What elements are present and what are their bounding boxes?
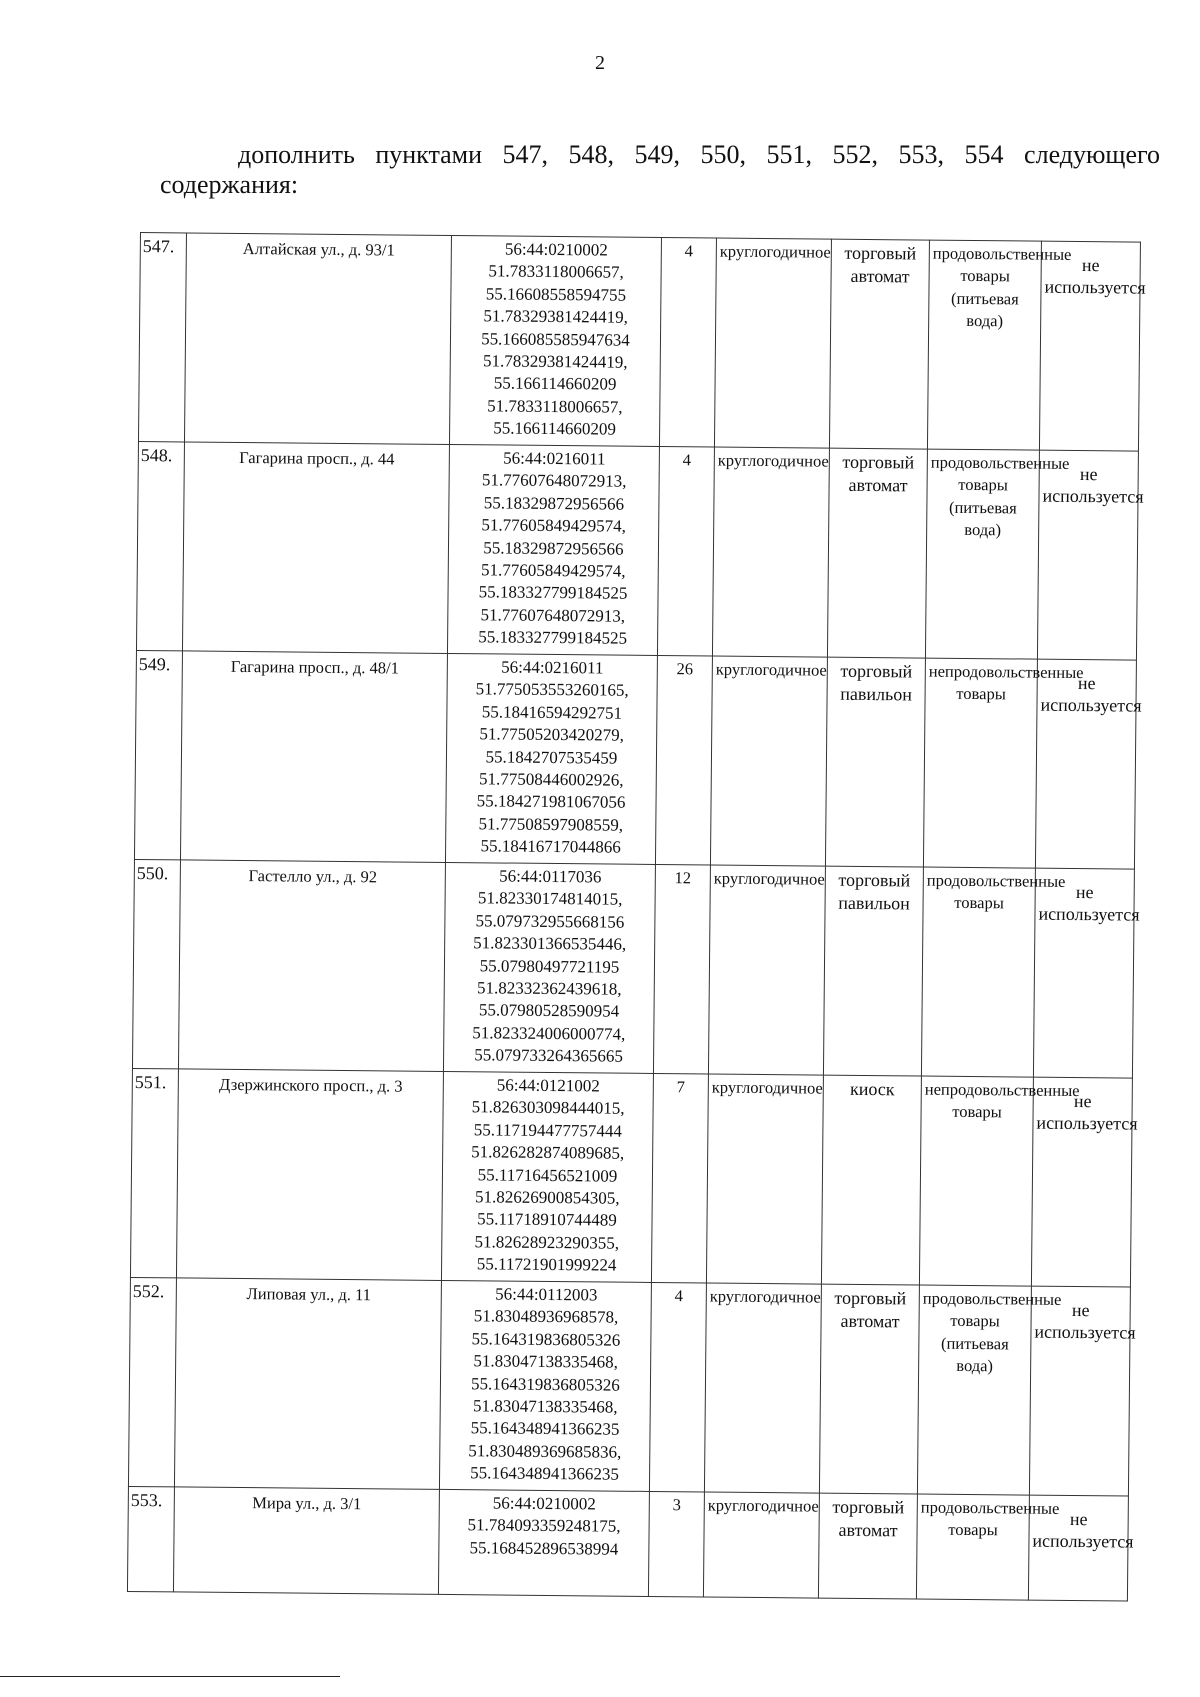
coordinate-line: 51.826282874089685, [471,1142,625,1163]
coordinate-line: 51.775053553260165, [475,679,629,701]
coordinate-line: 55.18329872956566 [483,537,624,559]
object-type-cell: торговый автомат [829,239,929,449]
row-number: 553. [127,1486,174,1591]
goods-cell: продовольственные товары (питьевая вода) [917,1285,1031,1495]
table-row [134,650,1136,869]
usage-cell: не используется [1028,1495,1128,1601]
coordinate-line: 55.183327799184525 [478,582,628,604]
coordinate-line: 55.079733264365665 [474,1045,624,1066]
coordinate-line: 51.7833118006657, [487,396,623,417]
coordinate-line: 55.18416594292751 [481,702,623,723]
coordinates-cell [438,1489,649,1596]
period-cell: круглогодичное [706,1074,823,1284]
coordinate-line: 51.77505203420279, [479,724,625,745]
period-cell: круглогодичное [710,656,827,866]
coordinate-line: 55.11716456521009 [477,1164,618,1186]
address-cell: Гагарина просп., д. 44 [182,442,449,654]
coordinates-cell [439,1280,651,1491]
coordinate-line: 51.77508597908559, [478,814,624,835]
coordinate-line: 56:44:0210002 [504,239,608,260]
object-type-cell: киоск [821,1075,921,1285]
area-cell: 4 [657,446,714,656]
address-cell: Дзержинского просп., д. 3 [176,1069,443,1281]
coordinate-line: 51.83047138335468, [473,1351,619,1372]
coordinate-line: 51.82330174814015, [477,888,623,910]
coordinate-line: 55.1842707535459 [485,746,618,768]
coordinates-cell [445,653,657,864]
area-cell: 12 [653,864,710,1074]
row-number: 552. [128,1277,176,1486]
usage-cell: не используется [1033,868,1134,1078]
coordinates-cell [443,862,655,1073]
coordinate-line: 55.11718910744489 [477,1209,617,1231]
goods-cell: непродовольственные товары [923,658,1037,868]
register-table [127,232,1146,1602]
area-cell: 4 [659,238,716,448]
row-number: 551. [130,1068,178,1277]
period-cell: круглогодичное [712,447,829,657]
coordinate-line: 55.166114660209 [493,373,617,395]
address-cell: Гагарина просп., д. 48/1 [180,651,447,863]
page-number: 2 [595,52,605,74]
coordinates-cell [441,1071,653,1282]
address-cell: Мира ул., д. 3/1 [173,1487,439,1595]
object-type-cell: торговый автомат [818,1493,917,1599]
row-number: 549. [134,650,182,859]
coordinate-line: 55.164348941366235 [470,1418,620,1440]
usage-cell: не используется [1037,450,1138,660]
coordinate-line: 55.18329872956566 [483,493,625,514]
coordinate-line: 55.164319836805326 [470,1373,620,1395]
register-table-wrapper [127,232,1146,1602]
coordinate-line: 56:44:0216011 [503,448,606,469]
coordinate-line: 55.166085585947634 [481,328,630,350]
address-cell: Гастелло ул., д. 92 [178,860,445,1072]
coordinate-line: 55.184271981067056 [476,791,626,813]
coordinate-line: 51.82332362439618, [476,978,622,999]
coordinate-line: 55.164319836805326 [471,1329,621,1350]
register-table-body [127,233,1146,1602]
row-number: 548. [136,441,184,650]
coordinate-line: 55.168452896538994 [469,1538,619,1559]
period-cell: круглогодичное [708,865,825,1075]
coordinate-line: 51.83048936968578, [473,1306,619,1328]
goods-cell: продовольственные товары [921,867,1035,1077]
object-type-cell: торговый автомат [819,1284,919,1494]
coordinate-line: 51.823324006000774, [472,1023,626,1044]
intro-paragraph [160,140,1160,200]
coordinates-cell [449,235,661,446]
coordinate-line: 56:44:0121002 [496,1075,600,1096]
coordinate-line: 56:44:0210002 [492,1493,596,1514]
goods-cell: продовольственные товары (питьевая вода) [925,449,1039,659]
row-number: 547. [138,233,186,442]
period-cell: круглогодичное [703,1492,819,1598]
usage-cell: не используется [1029,1286,1130,1496]
coordinate-line: 56:44:0117036 [499,866,602,887]
coordinate-line: 51.77607648072913, [481,470,627,492]
address-cell: Алтайская ул., д. 93/1 [184,233,451,445]
usage-cell: не используется [1039,241,1140,451]
coordinate-line: 55.183327799184525 [478,627,628,648]
footnote-separator [0,1676,340,1677]
table-row [127,1486,1128,1601]
coordinate-line: 55.16608558594755 [485,284,627,305]
address-cell: Липовая ул., д. 11 [174,1278,441,1490]
coordinates-cell [447,444,659,655]
coordinate-line: 51.82626900854305, [474,1187,620,1208]
coordinate-line: 56:44:0112003 [495,1284,598,1305]
coordinate-line: 55.117194477757444 [473,1120,623,1141]
row-number: 550. [132,859,180,1068]
goods-cell: продовольственные товары [916,1494,1029,1600]
coordinate-line: 51.77605849429574, [480,560,626,581]
object-type-cell: торговый автомат [827,448,927,658]
intro-line-2: содержания: [160,170,299,199]
table-row [138,233,1140,452]
area-cell: 26 [655,655,712,865]
table-row [130,1068,1132,1287]
coordinate-line: 55.166114660209 [493,418,617,439]
coordinate-line: 55.11721901999224 [476,1254,617,1275]
area-cell: 4 [649,1282,706,1492]
goods-cell: непродовольственные товары [919,1076,1033,1286]
coordinate-line: 51.826303098444015, [471,1097,625,1119]
coordinate-line: 51.7833118006657, [488,261,624,283]
coordinate-line: 51.77605849429574, [481,515,627,536]
coordinate-line: 51.78329381424419, [483,306,629,327]
intro-line-1: дополнить пунктами 547, 548, 549, 550, 551, 552, 553, 554 следующего [238,140,1160,169]
object-type-cell: торговый павильон [823,866,923,1076]
coordinate-line: 55.079732955668156 [475,911,625,932]
area-cell: 7 [651,1073,708,1283]
coordinate-line: 51.823301366535446, [473,933,627,954]
area-cell: 3 [648,1491,704,1597]
table-row [136,441,1138,660]
coordinate-line: 55.07980528590954 [478,1000,620,1022]
period-cell: круглогодичное [704,1283,821,1493]
coordinate-line: 55.07980497721195 [479,955,620,977]
coordinate-line: 51.77607648072913, [480,605,626,626]
coordinate-line: 51.83047138335468, [472,1396,618,1417]
coordinate-line: 56:44:0216011 [501,657,604,678]
table-row [128,1277,1130,1496]
coordinate-line: 51.77508446002926, [478,769,624,790]
coordinate-line: 55.18416717044866 [480,836,621,857]
goods-cell: продовольственные товары (питьевая вода) [927,240,1041,450]
coordinate-line: 51.784093359248175, [467,1515,621,1537]
period-cell: круглогодичное [714,238,831,448]
coordinate-line: 55.164348941366235 [470,1463,620,1484]
coordinate-line: 51.82628923290355, [474,1232,620,1253]
table-row [132,859,1134,1078]
usage-cell: не используется [1035,659,1136,869]
object-type-cell: торговый павильон [825,657,925,867]
usage-cell: не используется [1031,1077,1132,1287]
coordinate-line: 51.78329381424419, [482,351,628,372]
coordinate-line: 51.830489369685836, [468,1441,622,1462]
